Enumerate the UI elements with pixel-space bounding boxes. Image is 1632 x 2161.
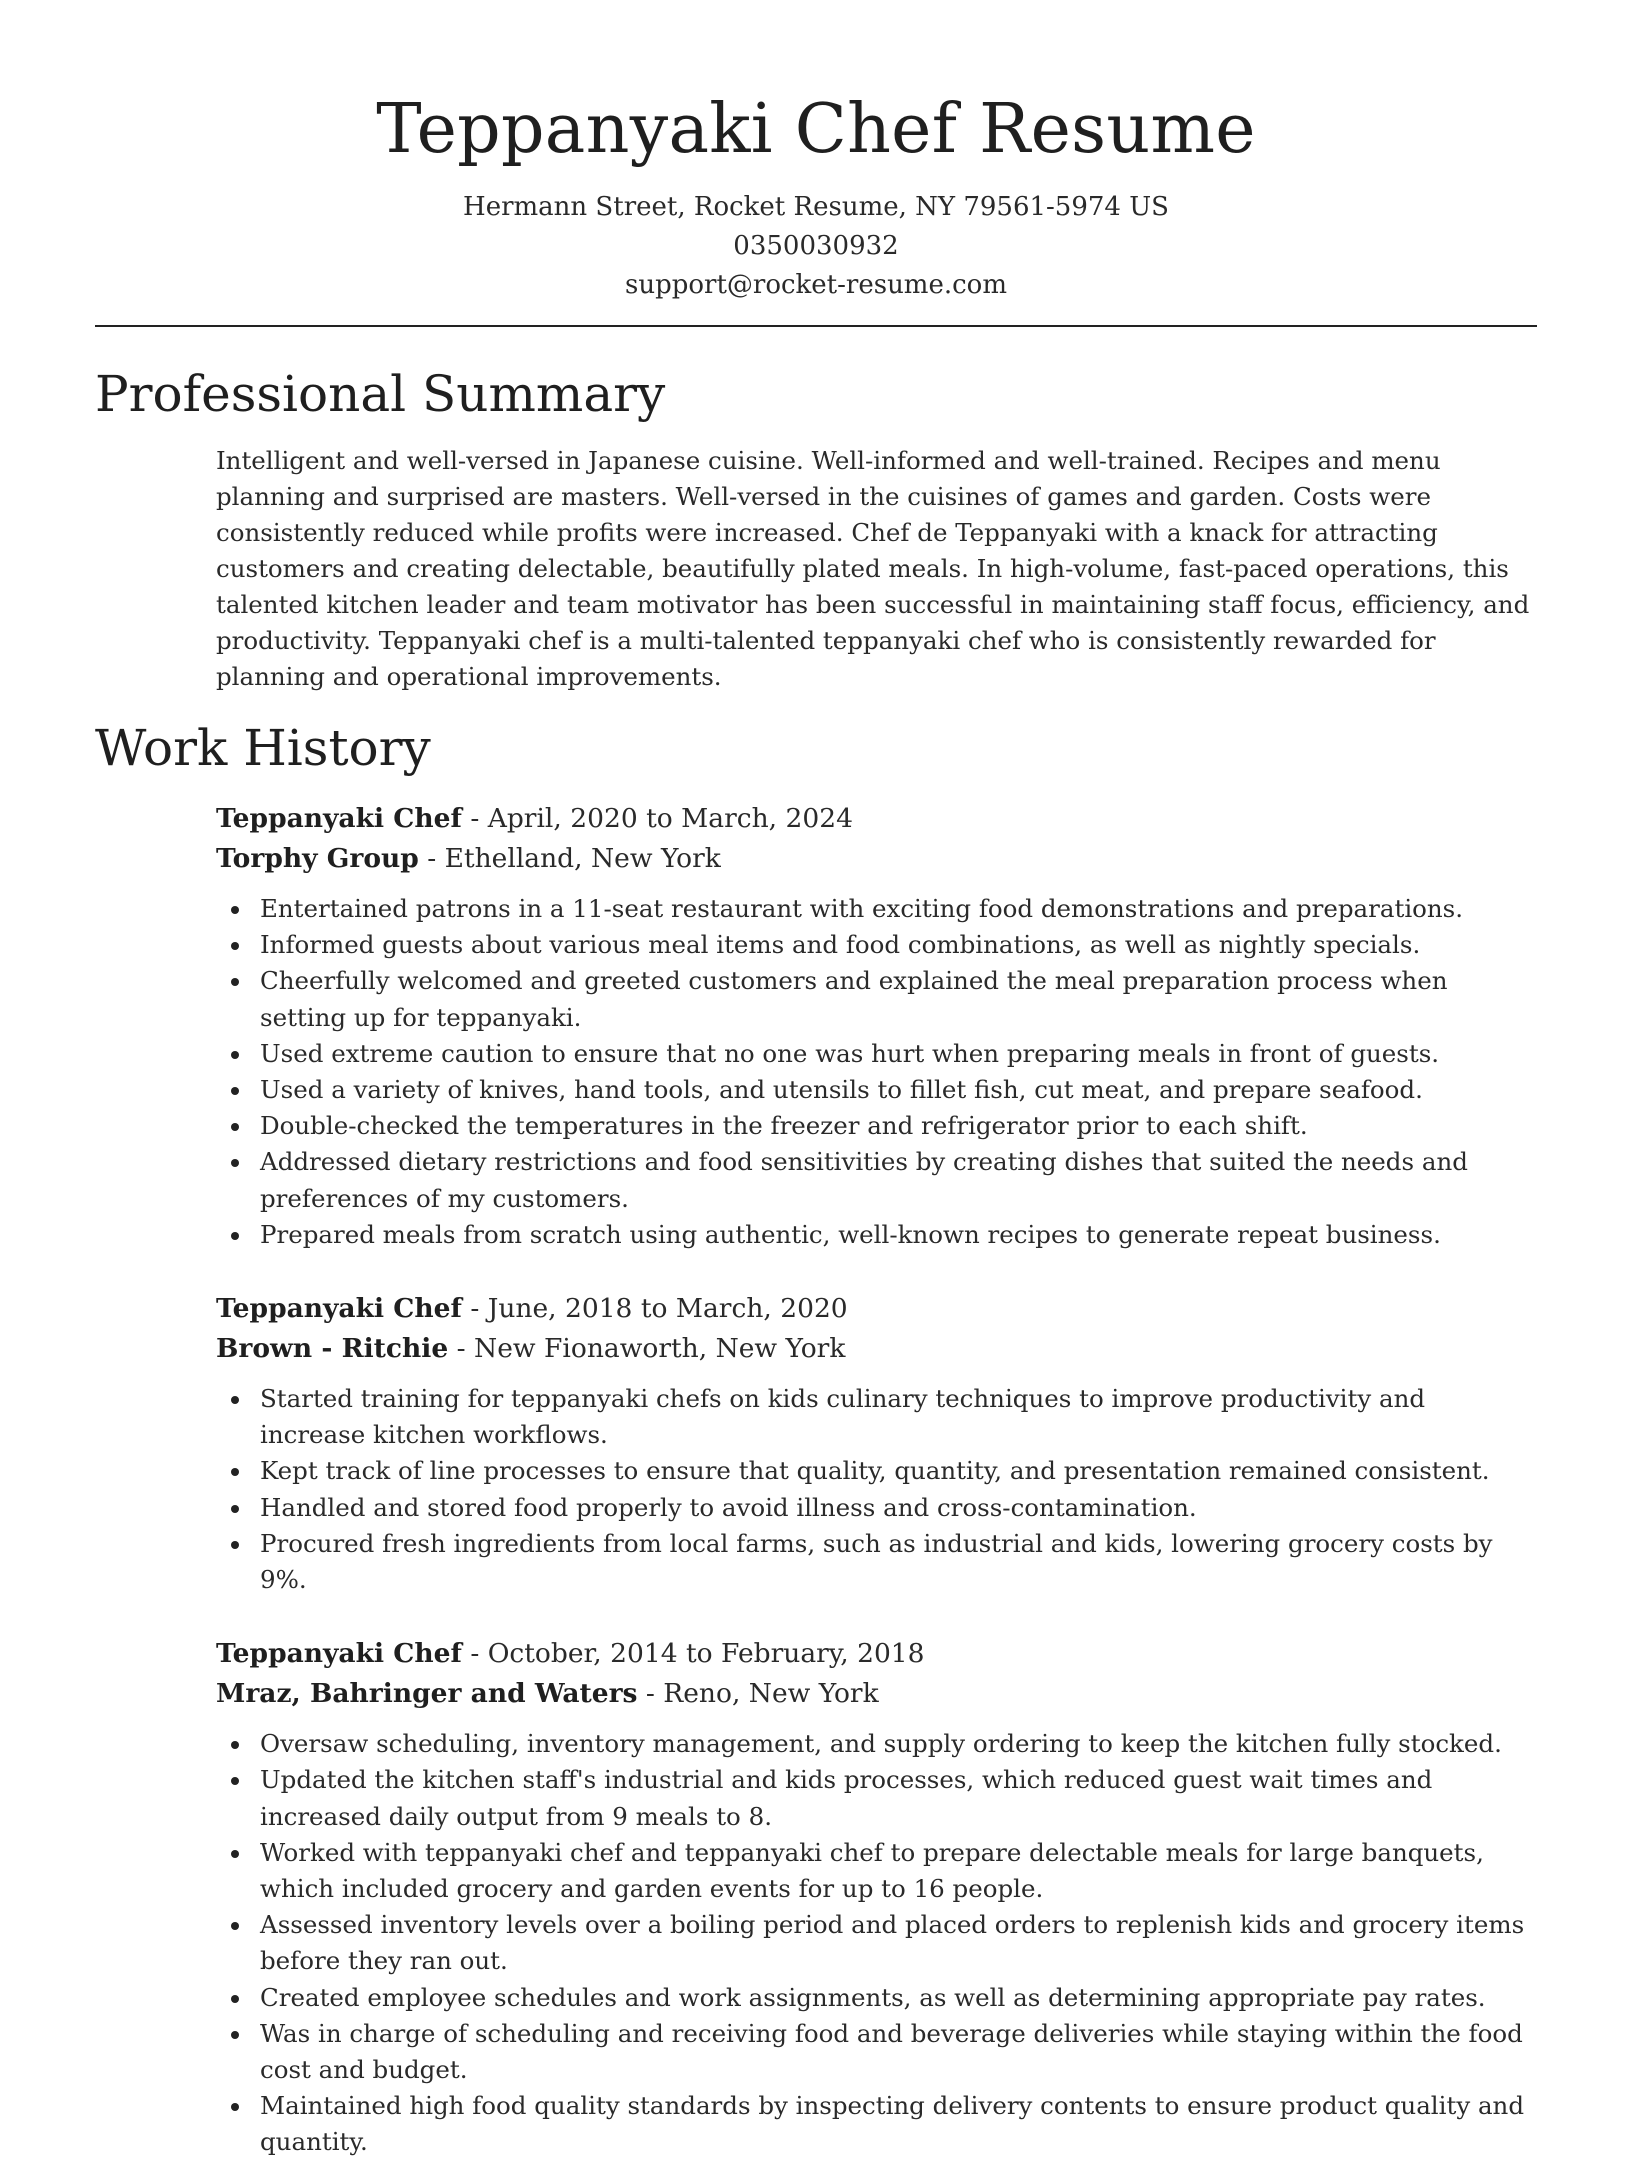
resume-header — [95, 0, 1537, 327]
job-bullet: Informed guests about various meal items and food combinations, as well as nightly specials. — [216, 927, 1537, 963]
job-dates: - June, 2018 to March, 2020 — [461, 1293, 848, 1325]
job-bullet: Started training for teppanyaki chefs on kids culinary techniques to improve productivity and increase kitchen workflows. — [216, 1381, 1537, 1453]
job-company: Torphy Group — [216, 843, 419, 874]
job-bullet-list — [216, 1381, 1537, 1598]
job-bullet: Handled and stored food properly to avoid illness and cross-contamination. — [216, 1490, 1537, 1526]
job-bullet: Oversaw scheduling, inventory management, and supply ordering to keep the kitchen fully stocked. — [216, 1726, 1537, 1762]
job-title-line — [216, 799, 1537, 839]
job-company: Mraz, Bahringer and Waters — [216, 1678, 638, 1710]
work-history-heading: Work History — [95, 719, 431, 777]
job-bullet: Cheerfully welcomed and greeted customers and explained the meal preparation process when setting up for teppanyaki. — [216, 963, 1537, 1035]
job-company-line — [216, 839, 1537, 879]
job-dates: - April, 2020 to March, 2024 — [461, 803, 853, 834]
header-divider — [95, 325, 1537, 327]
work-history-section — [95, 717, 1537, 2161]
job-bullet: Created employee schedules and work assignments, as well as determining appropriate pay rates. — [216, 1980, 1537, 2016]
job-bullet: Updated the kitchen staff's industrial and kids processes, which reduced guest wait times and increased daily output from 9 meals to 8. — [216, 1762, 1537, 1834]
contact-email: support@rocket-resume.com — [624, 270, 1007, 300]
job-location: - New Fionaworth, New York — [448, 1333, 846, 1365]
job-bullet: Double-checked the temperatures in the freezer and refrigerator prior to each shift. — [216, 1108, 1537, 1144]
job-bullet: Procured fresh ingredients from local farms, such as industrial and kids, lowering grocery costs by 9%. — [216, 1526, 1537, 1598]
professional-summary-heading: Professional Summary — [95, 365, 666, 423]
job-title: Teppanyaki Chef — [216, 1638, 462, 1670]
contact-address: Hermann Street, Rocket Resume, NY 79561-5974 US — [463, 192, 1169, 222]
resume-title: Teppanyaki Chef Resume — [376, 90, 1256, 169]
job-title-line — [216, 1634, 1537, 1674]
job-bullet: Maintained high food quality standards by inspecting delivery contents to ensure product quality and quantity. — [216, 2088, 1537, 2160]
contact-phone: 0350030932 — [733, 231, 899, 261]
job-location: - Ethelland, New York — [418, 843, 721, 874]
job-bullet: Entertained patrons in a 11-seat restaurant with exciting food demonstrations and preparations. — [216, 891, 1537, 927]
job-location: - Reno, New York — [637, 1678, 879, 1710]
job-title: Teppanyaki Chef — [216, 1293, 462, 1325]
job-bullet-list — [216, 1726, 1537, 2160]
job-bullet: Used a variety of knives, hand tools, and utensils to fillet fish, cut meat, and prepare seafood. — [216, 1072, 1537, 1108]
job-bullet-list — [216, 891, 1537, 1253]
professional-summary-section — [95, 363, 1537, 695]
job-title: Teppanyaki Chef — [216, 803, 462, 834]
job-entry — [216, 799, 1537, 1253]
job-bullet: Was in charge of scheduling and receiving food and beverage deliveries while staying within the food cost and budget. — [216, 2016, 1537, 2088]
job-dates: - October, 2014 to February, 2018 — [461, 1638, 925, 1670]
job-bullet: Prepared meals from scratch using authentic, well-known recipes to generate repeat business. — [216, 1217, 1537, 1253]
job-title-line — [216, 1289, 1537, 1329]
job-bullet: Kept track of line processes to ensure that quality, quantity, and presentation remained consistent. — [216, 1453, 1537, 1489]
job-company-line — [216, 1329, 1537, 1369]
job-bullet: Used extreme caution to ensure that no one was hurt when preparing meals in front of guests. — [216, 1036, 1537, 1072]
job-company-line — [216, 1674, 1537, 1714]
job-entry — [216, 1634, 1537, 2160]
job-bullet: Worked with teppanyaki chef and teppanyaki chef to prepare delectable meals for large banquets, which included grocery and garden events for up to 16 people. — [216, 1835, 1537, 1907]
job-company: Brown - Ritchie — [216, 1333, 449, 1365]
contact-info — [95, 188, 1537, 305]
job-bullet: Addressed dietary restrictions and food sensitivities by creating dishes that suited the needs and preferences of my customers. — [216, 1144, 1537, 1216]
professional-summary-text: Intelligent and well-versed in Japanese cuisine. Well-informed and well-trained. Recipes and menu planning and surprised are masters. Well-versed in the cuisines of games and garden. Costs were consistently reduced while profits were increased. Chef de Teppanyaki with a knack for attracting customers and creating delectable, beautifully plated meals. In high-volume, fast-paced operations, this talented kitchen leader and team motivator has been successful in maintaining staff focus, efficiency, and productivity. Teppanyaki chef is a multi-talented teppanyaki chef who is consistently rewarded for planning and operational improvements. — [216, 446, 1530, 691]
job-entry — [216, 1289, 1537, 1598]
job-bullet: Assessed inventory levels over a boiling period and placed orders to replenish kids and grocery items before they ran out. — [216, 1907, 1537, 1979]
